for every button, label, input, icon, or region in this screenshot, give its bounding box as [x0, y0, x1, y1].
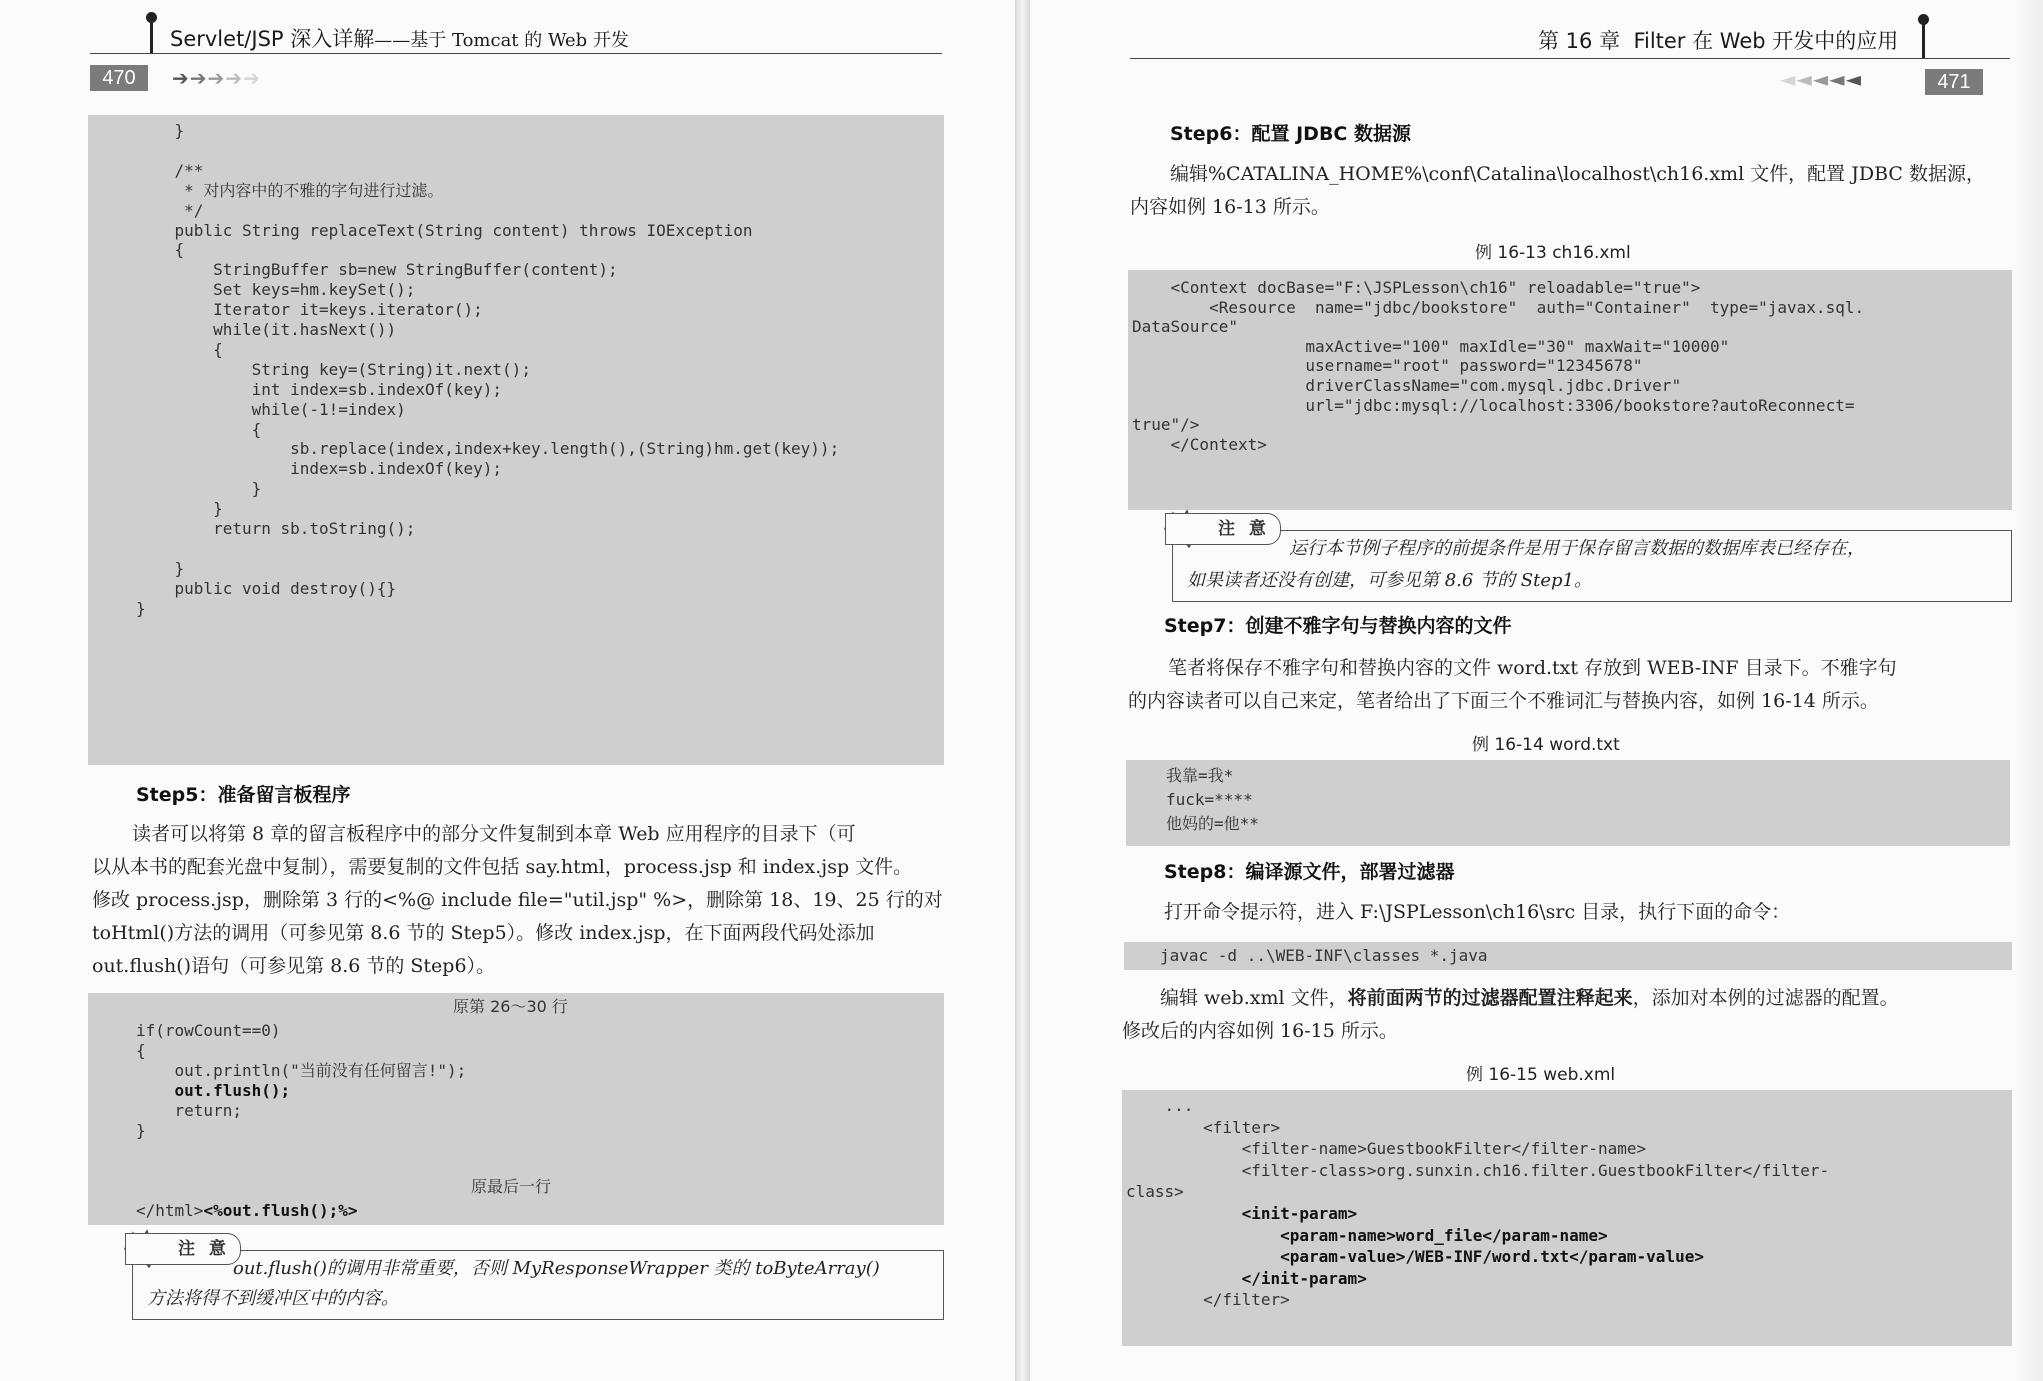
code-line: DataSource" — [1132, 317, 1238, 337]
code-token: </html> — [136, 1201, 204, 1220]
note-line: 如果读者还没有创建，可参见第 8.6 节的 Step1。 — [1187, 570, 1592, 591]
note-line: 方法将得不到缓冲区中的内容。 — [147, 1288, 399, 1309]
code-block-web-xml — [1122, 1090, 2012, 1346]
edit-webxml-paragraph — [1122, 982, 2012, 1048]
code-line: url="jdbc:mysql://localhost:3306/bookstore?autoReconnect= — [1132, 395, 1855, 415]
code-line: index=sb.indexOf(key); — [136, 459, 503, 479]
code-block-word-txt — [1126, 760, 2010, 846]
example-16-15-caption: 例 16-15 web.xml — [1466, 1065, 1616, 1085]
running-header — [1538, 28, 1898, 54]
code-line: * 对内容中的不雅的字句进行过滤。 — [136, 180, 444, 200]
code-line: public void destroy(){} — [136, 578, 397, 598]
code-line: } — [136, 499, 223, 519]
edit-line-2: 修改后的内容如例 16-15 所示。 — [1122, 1020, 1398, 1042]
step7-title: 创建不雅字句与替换内容的文件 — [1245, 615, 1512, 637]
code-line: */ — [136, 200, 204, 220]
command-line-block — [1124, 942, 2012, 970]
code-line: <filter-class>org.sunxin.ch16.filter.GuestbookFilter</filter- — [1126, 1160, 1830, 1180]
code-line: sb.replace(index,index+key.length(),(String)hm.get(key)); — [136, 439, 840, 459]
page-number: 471 — [1925, 69, 1983, 95]
note-line: out.flush()的调用非常重要，否则 MyResponseWrapper 类的 toByteArray() — [233, 1258, 880, 1279]
code-line: return; — [136, 1100, 242, 1120]
code-line: </init-param> — [1126, 1268, 1367, 1288]
step8-paragraph — [1164, 896, 2014, 929]
edit-text-a: 编辑 web.xml 文件， — [1160, 987, 1348, 1009]
step6-paragraph — [1130, 158, 2010, 224]
code-token: <%out.flush();%> — [203, 1201, 358, 1220]
code-caption-original-lines: 原第 26～30 行 — [453, 997, 568, 1016]
code-line: { — [136, 339, 223, 359]
step6-title: 配置 JDBC 数据源 — [1251, 123, 1411, 145]
header-marker-dot — [1918, 14, 1929, 25]
code-line: <filter-name>GuestbookFilter</filter-name> — [1126, 1139, 1647, 1159]
note-box-database — [1172, 519, 2012, 602]
code-line: 他妈的=他** — [1166, 814, 1259, 833]
code-line: String key=(String)it.next(); — [136, 359, 531, 379]
step5-label: Step5： — [136, 784, 218, 806]
edit-text-bold: 将前面两节的过滤器配置注释起来 — [1347, 987, 1633, 1009]
page-edge-shadow — [2013, 0, 2043, 1381]
code-line: Set keys=hm.keySet(); — [136, 280, 416, 300]
edit-text-c: ，添加对本例的过滤器的配置。 — [1632, 987, 1899, 1009]
paragraph-line: 修改 process.jsp，删除第 3 行的<%@ include file="util.jsp" %>，删除第 18、19、25 行的对 — [92, 889, 943, 911]
book-gutter — [1015, 0, 1030, 1381]
code-line: true"/> — [1132, 415, 1200, 435]
command-text: javac -d ..\WEB-INF\classes *.java — [1160, 946, 1488, 965]
step8-text: 打开命令提示符，进入 F:\JSPLesson\ch16\src 目录，执行下面的命令： — [1164, 901, 1791, 923]
code-line: { — [136, 1040, 146, 1060]
step8-heading — [1164, 860, 1455, 885]
page-number: 470 — [90, 65, 148, 91]
paragraph-line: 笔者将保存不雅字句和替换内容的文件 word.txt 存放到 WEB-INF 目录下。不雅字句 — [1168, 657, 1897, 679]
note-box-flush — [132, 1239, 944, 1320]
step6-heading — [1170, 122, 1411, 147]
code-line: 我靠=我* — [1166, 766, 1234, 785]
code-line: ... — [1126, 1096, 1194, 1115]
code-line: </filter> — [1126, 1290, 1290, 1310]
paragraph-line: 以从本书的配套光盘中复制），需要复制的文件包括 say.html，process.jsp 和 index.jsp 文件。 — [92, 856, 913, 878]
running-header — [170, 26, 629, 54]
code-line: <Context docBase="F:\JSPLesson\ch16" reloadable="true"> — [1132, 278, 1701, 297]
step8-label: Step8： — [1164, 861, 1246, 883]
step7-heading — [1164, 614, 1512, 639]
chapter-number: 第 16 章 — [1538, 29, 1621, 53]
code-line: while(-1!=index) — [136, 399, 406, 419]
code-line: } — [136, 598, 146, 618]
paragraph-line: 读者可以将第 8 章的留言板程序中的部分文件复制到本章 Web 应用程序的目录下（可 — [132, 823, 856, 845]
arrow-decoration-icon: ◄◄◄◄◄ — [1780, 67, 1862, 91]
step5-title: 准备留言板程序 — [217, 784, 351, 806]
code-line: /** — [136, 160, 204, 180]
code-line: username="root" password="12345678" — [1132, 356, 1643, 376]
step6-label: Step6： — [1170, 123, 1252, 145]
right-page — [1030, 0, 2043, 1381]
code-line: <Resource name="jdbc/bookstore" auth="Container" type="javax.sql. — [1132, 297, 1865, 317]
code-line: class> — [1126, 1182, 1184, 1202]
paragraph-line: 编辑%CATALINA_HOME%\conf\Catalina\localhost\ch16.xml 文件，配置 JDBC 数据源， — [1170, 163, 1985, 185]
code-line: <param-name>word_file</param-name> — [1126, 1225, 1608, 1245]
code-line: fuck=**** — [1166, 790, 1253, 809]
left-page — [0, 0, 1015, 1381]
step8-title: 编译源文件，部署过滤器 — [1245, 861, 1455, 883]
example-16-14-caption: 例 16-14 word.txt — [1472, 735, 1620, 755]
code-line: while(it.hasNext()) — [136, 320, 397, 339]
paragraph-line: out.flush()语句（可参见第 8.6 节的 Step6）。 — [92, 955, 496, 977]
header-rule — [1130, 58, 2010, 59]
note-tag: 注 意 — [1165, 513, 1281, 545]
code-line: <param-value>/WEB-INF/word.txt</param-value> — [1126, 1247, 1704, 1267]
paragraph-line: 的内容读者可以自己来定，笔者给出了下面三个不雅词汇与替换内容，如例 16-14 所示。 — [1128, 690, 1879, 712]
note-line: 运行本节例子程序的前提条件是用于保存留言数据的数据库表已经存在， — [1289, 538, 1865, 559]
book-title: Servlet/JSP 深入详解 — [170, 27, 375, 51]
code-line: } — [136, 121, 185, 140]
code-line: } — [136, 479, 262, 499]
code-line: } — [136, 1120, 146, 1140]
code-block-replace-text — [88, 115, 944, 765]
code-line: out.println("当前没有任何留言!"); — [136, 1060, 467, 1080]
code-line: driverClassName="com.mysql.jdbc.Driver" — [1132, 376, 1682, 395]
code-line: out.flush(); — [136, 1080, 291, 1100]
code-line: <init-param> — [1126, 1204, 1358, 1223]
code-line: </Context> — [1132, 434, 1267, 454]
step7-paragraph — [1128, 652, 2012, 718]
header-rule — [90, 53, 942, 54]
edit-line-1 — [1122, 982, 2012, 1015]
step5-paragraph — [92, 818, 942, 983]
code-line: StringBuffer sb=new StringBuffer(content); — [136, 260, 618, 280]
book-subtitle: ——基于 Tomcat 的 Web 开发 — [374, 30, 629, 51]
code-line: return sb.toString(); — [136, 519, 416, 538]
code-block-index-jsp — [88, 993, 944, 1225]
header-marker-dot — [146, 12, 157, 23]
arrow-decoration-icon: ➔➔➔➔➔ — [172, 66, 261, 90]
note-tag: 注 意 — [125, 1233, 241, 1265]
code-line: { — [136, 240, 185, 260]
code-line: } — [136, 558, 185, 578]
code-caption-last-line: 原最后一行 — [471, 1177, 552, 1196]
paragraph-line: 内容如例 16-13 所示。 — [1130, 196, 1330, 218]
example-16-13-caption: 例 16-13 ch16.xml — [1475, 243, 1631, 263]
code-line: public String replaceText(String content) throws IOException — [136, 220, 753, 240]
paragraph-line: toHtml()方法的调用（可参见第 8.6 节的 Step5）。修改 index.jsp，在下面两段代码处添加 — [92, 922, 875, 944]
code-line: <filter> — [1126, 1117, 1281, 1137]
code-line: { — [136, 419, 262, 439]
code-line — [136, 1201, 358, 1221]
step7-label: Step7： — [1164, 615, 1246, 637]
step5-heading — [136, 783, 351, 808]
code-block-ch16-xml — [1128, 270, 2012, 510]
code-line: int index=sb.indexOf(key); — [136, 379, 503, 399]
code-line: maxActive="100" maxIdle="30" maxWait="10000" — [1132, 336, 1730, 356]
code-line: Iterator it=keys.iterator(); — [136, 300, 483, 320]
code-line: if(rowCount==0) — [136, 1021, 281, 1040]
chapter-title: Filter 在 Web 开发中的应用 — [1633, 29, 1899, 53]
